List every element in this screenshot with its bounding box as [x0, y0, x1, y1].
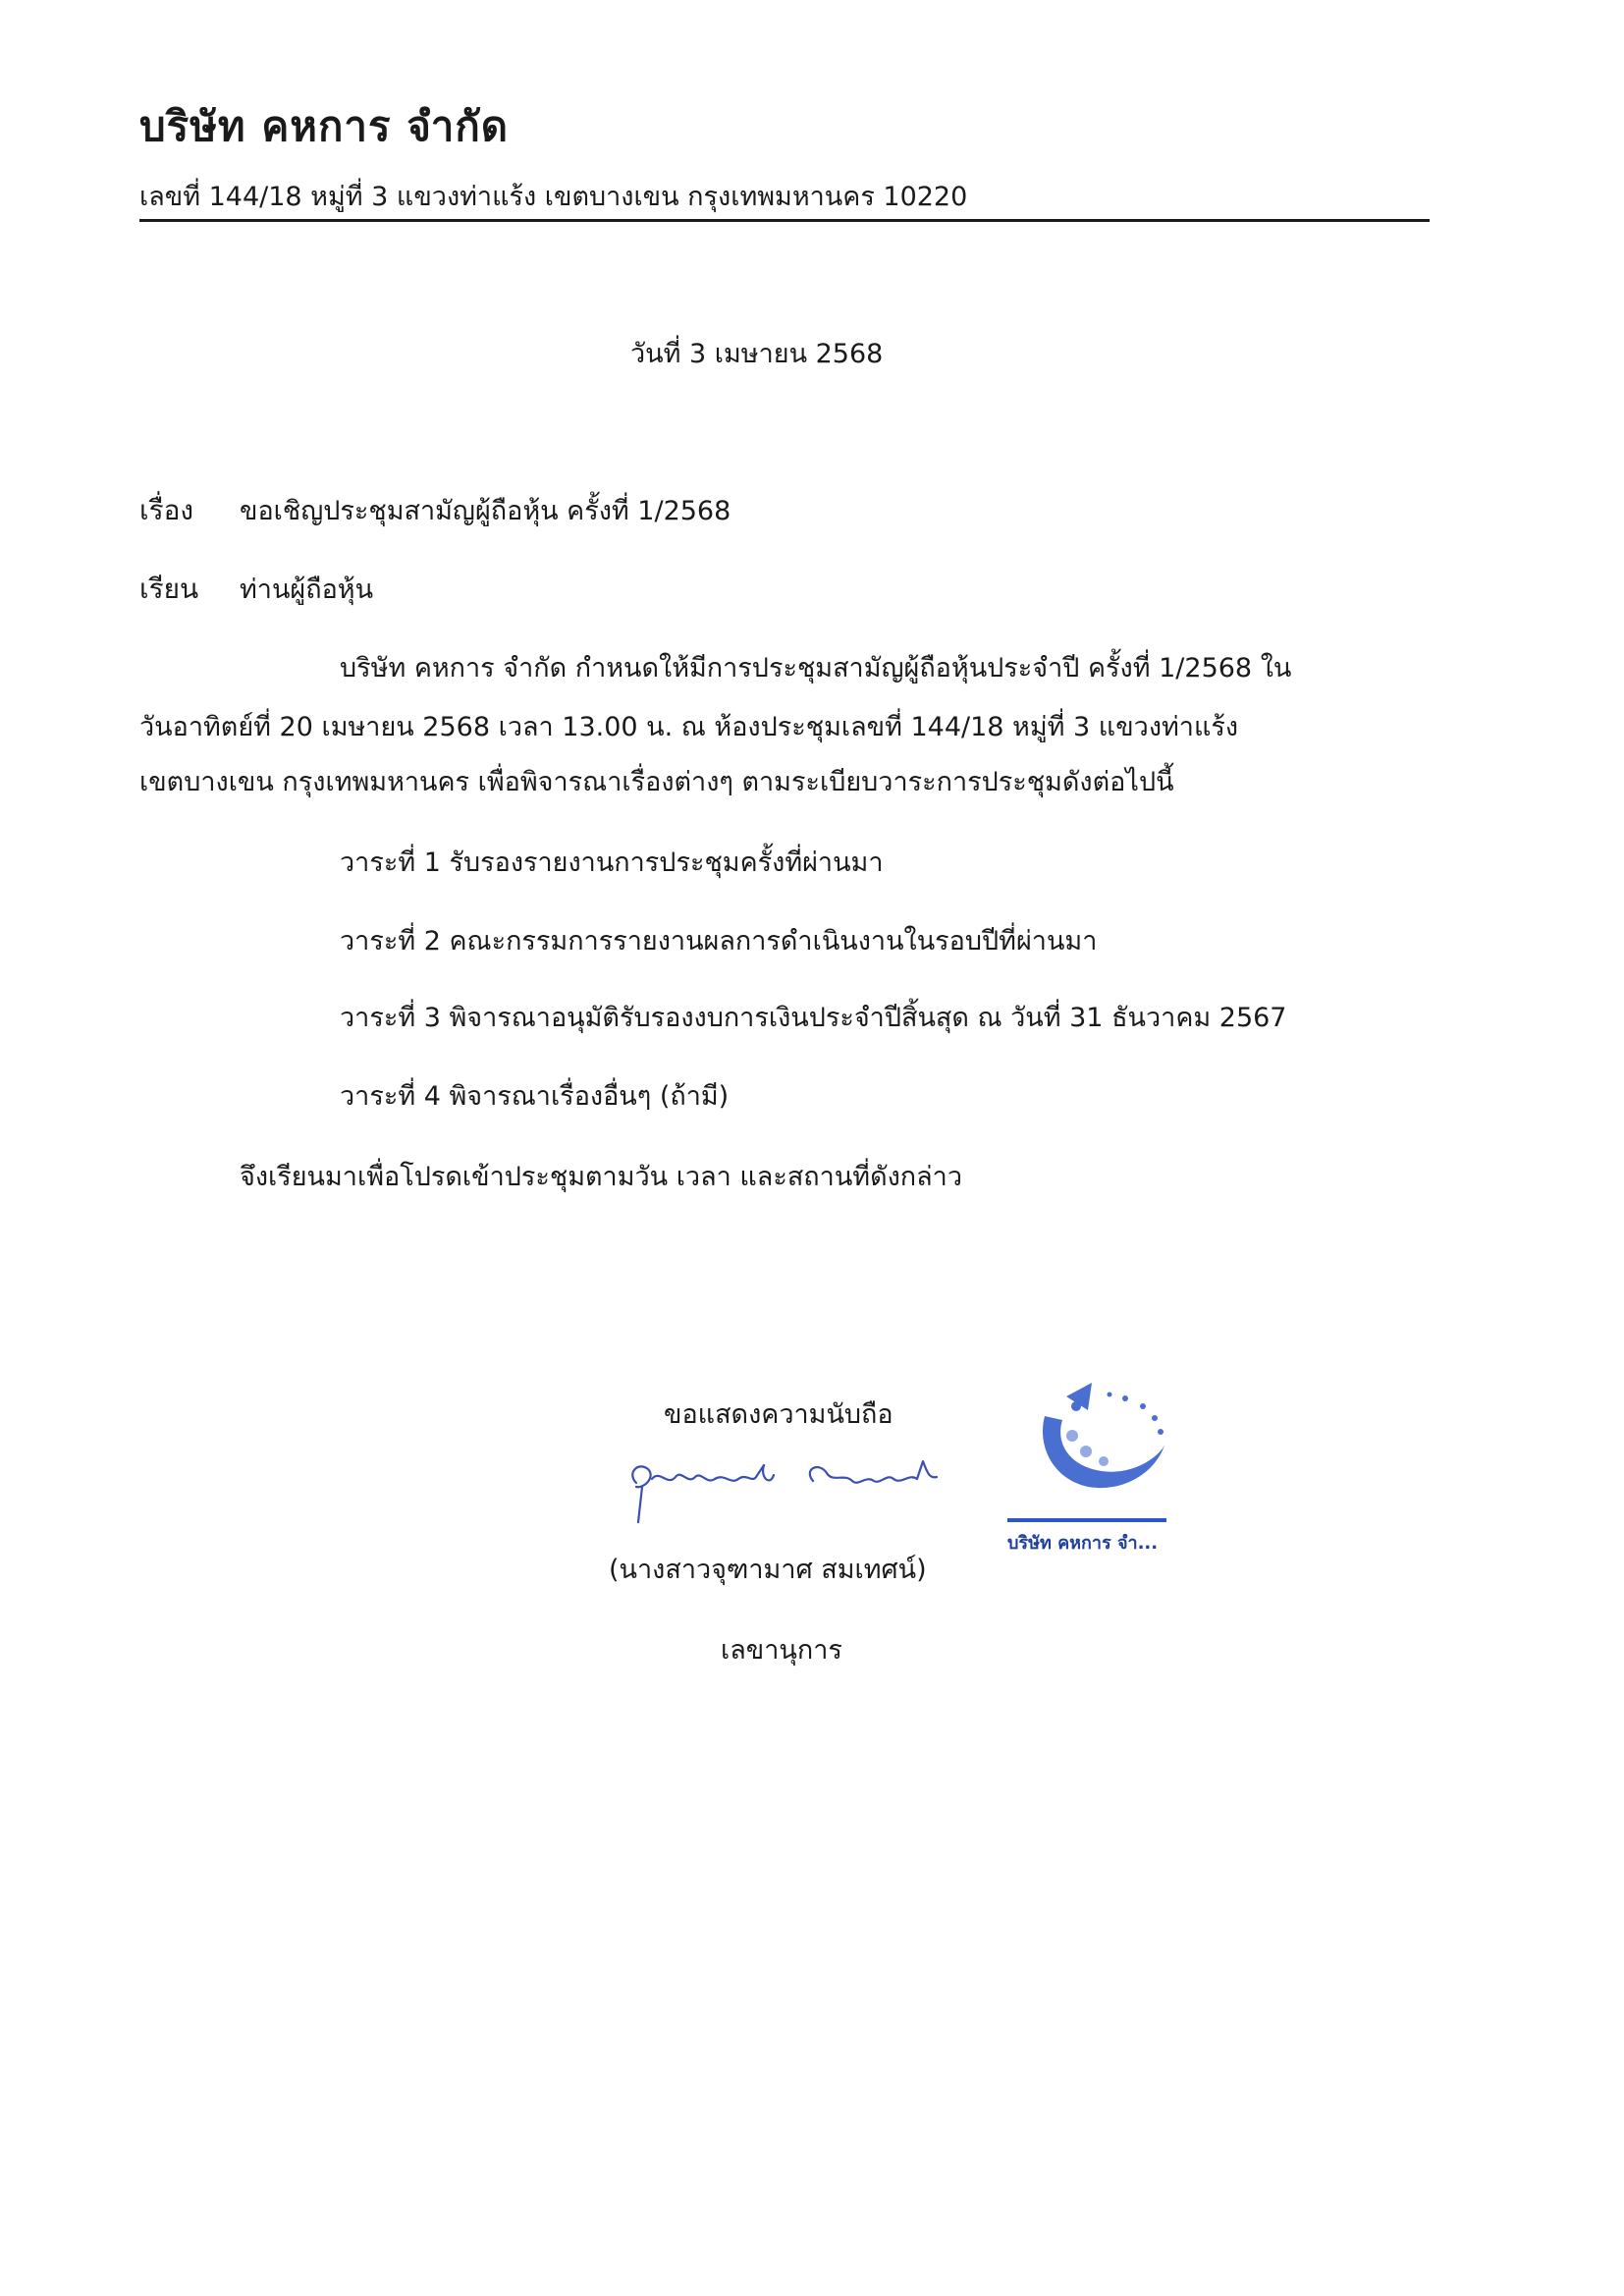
stamp-label: บริษัท คหการ จำ... [1007, 1533, 1159, 1554]
header-divider [139, 219, 1430, 222]
company-seal-icon [1007, 1377, 1184, 1518]
recipient-label: เรียน [139, 573, 199, 605]
agenda-item-3: วาระที่ 3 พิจารณาอนุมัติรับรองงบการเงินประจำปีสิ้นสุด ณ วันที่ 31 ธันวาคม 2567 [340, 1003, 1287, 1033]
body-paragraph-line: บริษัท คหการ จำกัด กำหนดให้มีการประชุมสามัญผู้ถือหุ้นประจำปี ครั้งที่ 1/2568 ใน [340, 653, 1292, 683]
company-name: บริษัท คหการ จำกัด [139, 102, 510, 150]
handwritten-signature-icon [617, 1444, 970, 1536]
letter-date: วันที่ 3 เมษายน 2568 [630, 339, 884, 369]
signer-name: (นางสาวจุฑามาศ สมเทศน์) [609, 1555, 927, 1585]
recipient-text: ท่านผู้ถือหุ้น [240, 574, 374, 605]
company-address: เลขที่ 144/18 หมู่ที่ 3 แขวงท่าแร้ง เขตบางเขน กรุงเทพมหานคร 10220 [139, 182, 968, 212]
stamp-underline [1007, 1518, 1166, 1522]
agenda-item-4: วาระที่ 4 พิจารณาเรื่องอื่นๆ (ถ้ามี) [340, 1081, 730, 1112]
signer-title: เลขานุการ [721, 1635, 842, 1666]
body-paragraph-line: เขตบางเขน กรุงเทพมหานคร เพื่อพิจารณาเรื่องต่างๆ ตามระเบียบวาระการประชุมดังต่อไปนี้ [139, 767, 1174, 797]
agenda-item-2: วาระที่ 2 คณะกรรมการรายงานผลการดำเนินงานในรอบปีที่ผ่านมา [340, 926, 1098, 957]
agenda-item-1: วาระที่ 1 รับรองรายงานการประชุมครั้งที่ผ่านมา [340, 847, 884, 878]
sign-off: ขอแสดงความนับถือ [664, 1399, 893, 1430]
subject-text: ขอเชิญประชุมสามัญผู้ถือหุ้น ครั้งที่ 1/2568 [240, 496, 731, 526]
subject-label: เรื่อง [139, 494, 194, 526]
closing-text: จึงเรียนมาเพื่อโปรดเข้าประชุมตามวัน เวลา และสถานที่ดังกล่าว [240, 1162, 963, 1192]
body-paragraph-line: วันอาทิตย์ที่ 20 เมษายน 2568 เวลา 13.00 น. ณ ห้องประชุมเลขที่ 144/18 หมู่ที่ 3 แขวงท่าแร้ง [139, 712, 1239, 742]
